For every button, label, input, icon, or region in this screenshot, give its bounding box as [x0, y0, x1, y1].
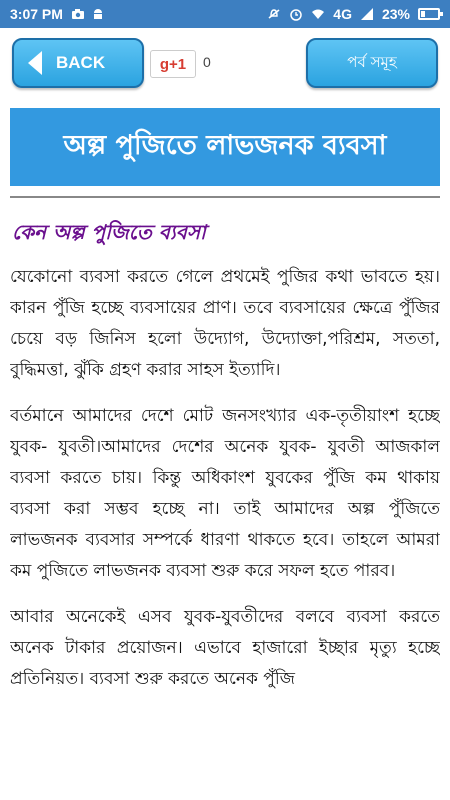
google-plus-count: 0: [203, 54, 211, 70]
google-plus-one-label: g+1: [159, 55, 187, 73]
android-icon: [91, 7, 105, 21]
wifi-icon: [311, 7, 325, 21]
back-button[interactable]: [12, 38, 144, 88]
status-time: 3:07 PM: [10, 6, 63, 22]
back-arrow-icon: [28, 51, 42, 75]
google-plus-one-button[interactable]: [150, 50, 196, 78]
camera-icon: [71, 7, 85, 21]
status-left-icons: [71, 7, 105, 21]
section-heading: কেন অল্প পুজিতে ব্যবসা: [12, 220, 206, 244]
chapters-button[interactable]: [306, 38, 438, 88]
chapters-button-label: পর্ব সমূহ: [347, 52, 397, 71]
title-divider: [10, 196, 440, 198]
article-body: [10, 262, 440, 782]
article-paragraph-1: যেকোনো ব্যবসা করতে গেলে প্রথমেই পুজির কথা ভাবতে হয়। কারন পুঁজি হচ্ছে ব্যবসায়ের প্রাণ। তবে ব্যবসায়ের ক্ষেত্রে পুঁজির চেয়ে বড় জিনিস হলো উদ্যোগ, উদ্যোক্তা,পরিশ্রম, সততা, বুদ্ধিমত্তা, ঝুঁকি গ্রহণ করার সাহস ইত্যাদি।: [10, 267, 440, 380]
article-paragraph-3: আবার অনেকেই এসব যুবক-যুবতীদের বলবে ব্যবসা করতে অনেক টাকার প্রয়োজন। এভাবে হাজারো ইচ্ছার মৃত্যু হচ্ছে প্রতিনিয়ত। ব্যবসা শুরু করতে অনেক পুঁজি: [10, 607, 440, 689]
status-bar: [0, 0, 450, 28]
page-title-banner: [10, 108, 440, 186]
page-title: অল্প পুজিতে লাভজনক ব্যবসা: [63, 129, 387, 161]
alarm-icon: [289, 7, 303, 21]
battery-percent: 23%: [381, 6, 410, 22]
battery-level: [421, 11, 425, 17]
mute-icon: [267, 7, 281, 21]
article-paragraph-2: বর্তমানে আমাদের দেশে মোট জনসংখ্যার এক-তৃতীয়াংশ হচ্ছে যুবক- যুবতী।আমাদের দেশের অনেক যুবক- যুবতী আজকাল ব্যবসা করতে চায়। কিন্তু অধিকাংশ যুবকের পুঁজি কম থাকায় ব্যবসা করা সম্ভব হচ্ছে না। তাই আমাদের অল্প পুঁজিতে লাভজনক ব্যবসার সম্পর্কে ধারণা থাকতে হবে। তাহলে আমরা কম পুজিতে লাভজনক ব্যবসা শুরু করে সফল হতে পারব।: [10, 406, 440, 581]
network-type: 4G: [333, 6, 352, 22]
back-button-label: BACK: [56, 53, 106, 72]
toolbar: [0, 28, 450, 100]
battery-icon: [418, 8, 440, 20]
signal-icon: [360, 7, 374, 21]
status-right-icons: [267, 6, 440, 22]
